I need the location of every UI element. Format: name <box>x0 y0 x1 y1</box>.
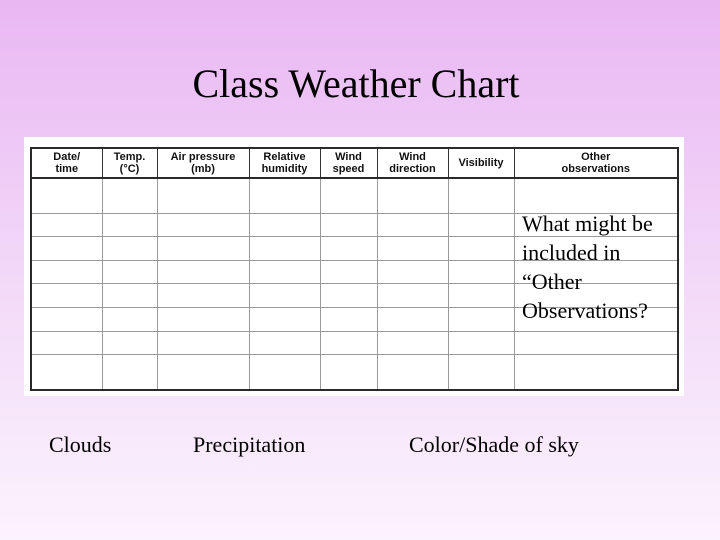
table-cell <box>377 331 448 355</box>
table-cell <box>31 355 102 390</box>
table-cell <box>102 284 157 308</box>
table-cell <box>377 260 448 284</box>
table-cell <box>157 260 249 284</box>
table-cell <box>249 237 320 261</box>
answer-precipitation: Precipitation <box>193 432 306 457</box>
header-relative-humidity: Relative humidity <box>249 148 320 178</box>
table-cell <box>320 331 377 355</box>
slide-title: Class Weather Chart <box>192 61 520 106</box>
table-cell <box>448 355 514 390</box>
table-cell <box>157 284 249 308</box>
table-row <box>31 355 678 390</box>
table-cell <box>320 178 377 213</box>
table-cell <box>31 260 102 284</box>
other-observations-callout: What might be included in “Other Observations? <box>522 211 653 323</box>
table-cell <box>320 284 377 308</box>
table-cell <box>377 308 448 332</box>
table-cell <box>157 213 249 237</box>
table-cell <box>31 284 102 308</box>
table-cell <box>31 237 102 261</box>
table-cell <box>102 308 157 332</box>
header-wind-direction: Wind direction <box>377 148 448 178</box>
header-date-time: Date/ time <box>31 148 102 178</box>
header-wind-speed: Wind speed <box>320 148 377 178</box>
table-cell <box>320 260 377 284</box>
table-cell <box>102 178 157 213</box>
table-cell <box>514 355 678 390</box>
table-cell <box>31 331 102 355</box>
table-cell <box>157 237 249 261</box>
table-cell <box>320 355 377 390</box>
table-cell <box>448 237 514 261</box>
table-cell <box>102 331 157 355</box>
table-header-row <box>31 148 678 178</box>
table-cell <box>249 284 320 308</box>
table-cell <box>448 308 514 332</box>
table-cell <box>249 260 320 284</box>
table-cell <box>249 308 320 332</box>
table-cell <box>448 284 514 308</box>
table-cell <box>102 355 157 390</box>
table-cell <box>249 213 320 237</box>
header-air-pressure: Air pressure (mb) <box>157 148 249 178</box>
table-cell <box>377 213 448 237</box>
table-cell <box>157 178 249 213</box>
table-cell <box>157 355 249 390</box>
table-cell <box>249 178 320 213</box>
table-cell <box>448 213 514 237</box>
table-cell <box>320 237 377 261</box>
table-cell <box>157 308 249 332</box>
table-cell <box>157 331 249 355</box>
table-cell <box>31 213 102 237</box>
answer-clouds: Clouds <box>49 432 112 457</box>
header-visibility: Visibility <box>448 148 514 178</box>
table-cell <box>377 284 448 308</box>
answer-sky-color: Color/Shade of sky <box>409 432 579 457</box>
table-cell <box>448 260 514 284</box>
table-cell <box>249 355 320 390</box>
table-cell <box>320 213 377 237</box>
table-cell <box>249 331 320 355</box>
header-other-observations: Other observations <box>514 148 678 178</box>
table-cell <box>320 308 377 332</box>
table-cell <box>102 260 157 284</box>
table-cell <box>31 178 102 213</box>
table-cell <box>102 213 157 237</box>
table-cell <box>377 178 448 213</box>
table-cell <box>31 308 102 332</box>
table-cell <box>377 237 448 261</box>
table-cell <box>102 237 157 261</box>
table-cell <box>377 355 448 390</box>
table-cell <box>448 331 514 355</box>
table-row <box>31 331 678 355</box>
header-temp: Temp. (°C) <box>102 148 157 178</box>
table-cell <box>448 178 514 213</box>
table-cell <box>514 331 678 355</box>
